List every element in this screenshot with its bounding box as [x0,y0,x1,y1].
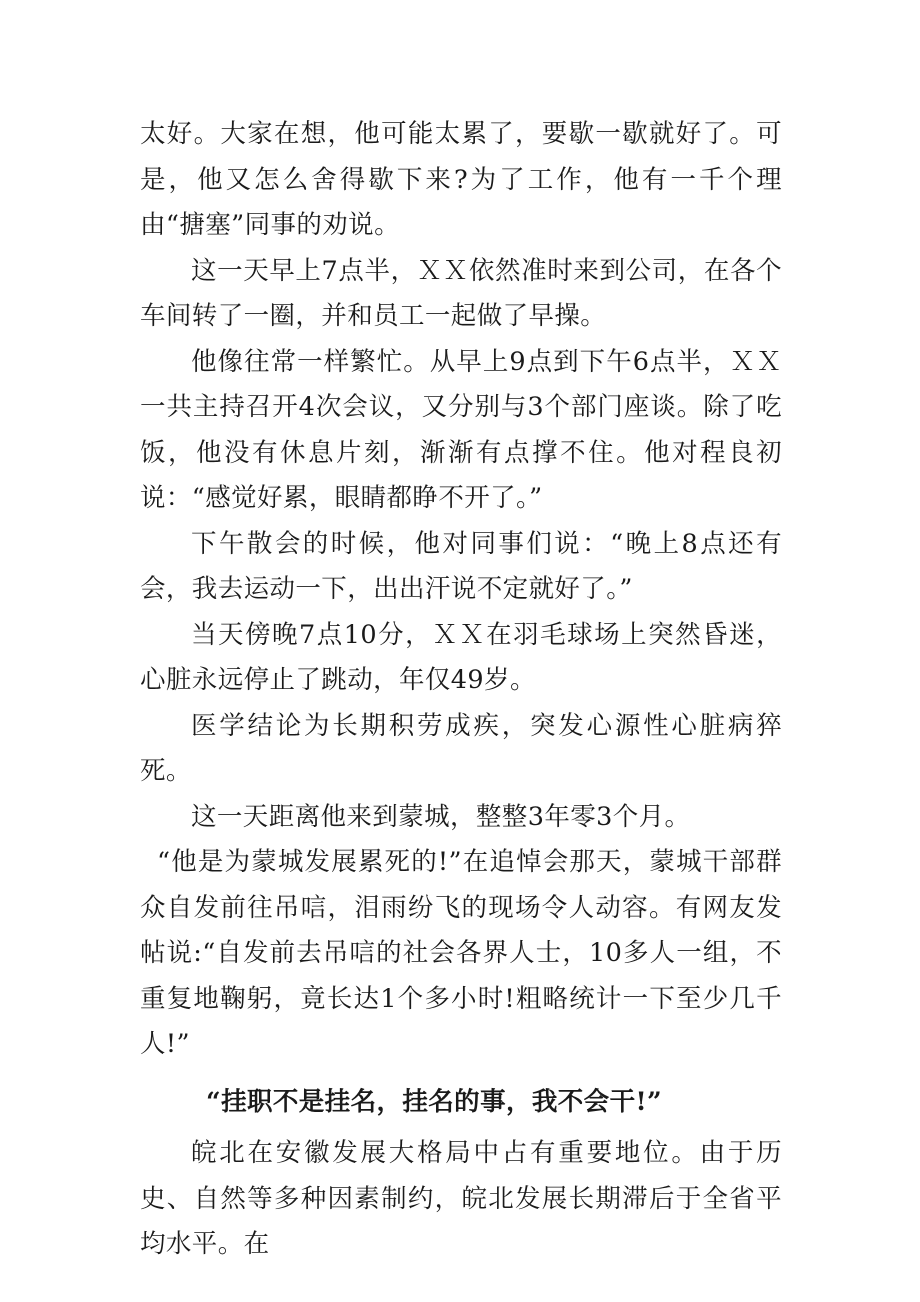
paragraph-8: “他是为蒙城发展累死的!”在追悼会那天，蒙城干部群众自发前往吊唁，泪雨纷飞的现场令人动容。有网友发帖说:“自发前去吊唁的社会各界人士，10多人一组，不重复地鞠躬，竟长达1个多小时!粗略统计一下至少几千人!” [140,847,782,1059]
paragraph-1: 太好。大家在想，他可能太累了，要歇一歇就好了。可是，他又怎么舍得歇下来?为了工作，他有一千个理由“搪塞”同事的劝说。 [140,119,782,240]
paragraph-9: 皖北在安徽发展大格局中占有重要地位。由于历史、自然等多种因素制约，皖北发展长期滞后于全省平均水平。在 [140,1138,782,1259]
paragraph-4: 下午散会的时候，他对同事们说：“晚上8点还有会，我去运动一下，出出汗说不定就好了。” [140,528,782,604]
document-page [140,112,782,1268]
paragraph-7: 这一天距离他来到蒙城，整整3年零3个月。 [191,801,691,832]
section-heading: “挂职不是挂名，挂名的事，我不会干!” [206,1086,663,1117]
paragraph-5: 当天傍晚7点10分，ＸＸ在羽毛球场上突然昏迷，心脏永远停止了跳动，年仅49岁。 [140,619,782,695]
paragraph-6: 医学结论为长期积劳成疾，突发心源性心脏病猝死。 [140,710,782,786]
paragraph-2: 这一天早上7点半，ＸＸ依然准时来到公司，在各个车间转了一圈，并和员工一起做了早操。 [140,255,782,331]
paragraph-3: 他像往常一样繁忙。从早上9点到下午6点半，ＸＸ一共主持召开4次会议，又分别与3个部门座谈。除了吃饭，他没有休息片刻，渐渐有点撑不住。他对程良初说：“感觉好累，眼睛都睁不开了。” [140,346,782,513]
